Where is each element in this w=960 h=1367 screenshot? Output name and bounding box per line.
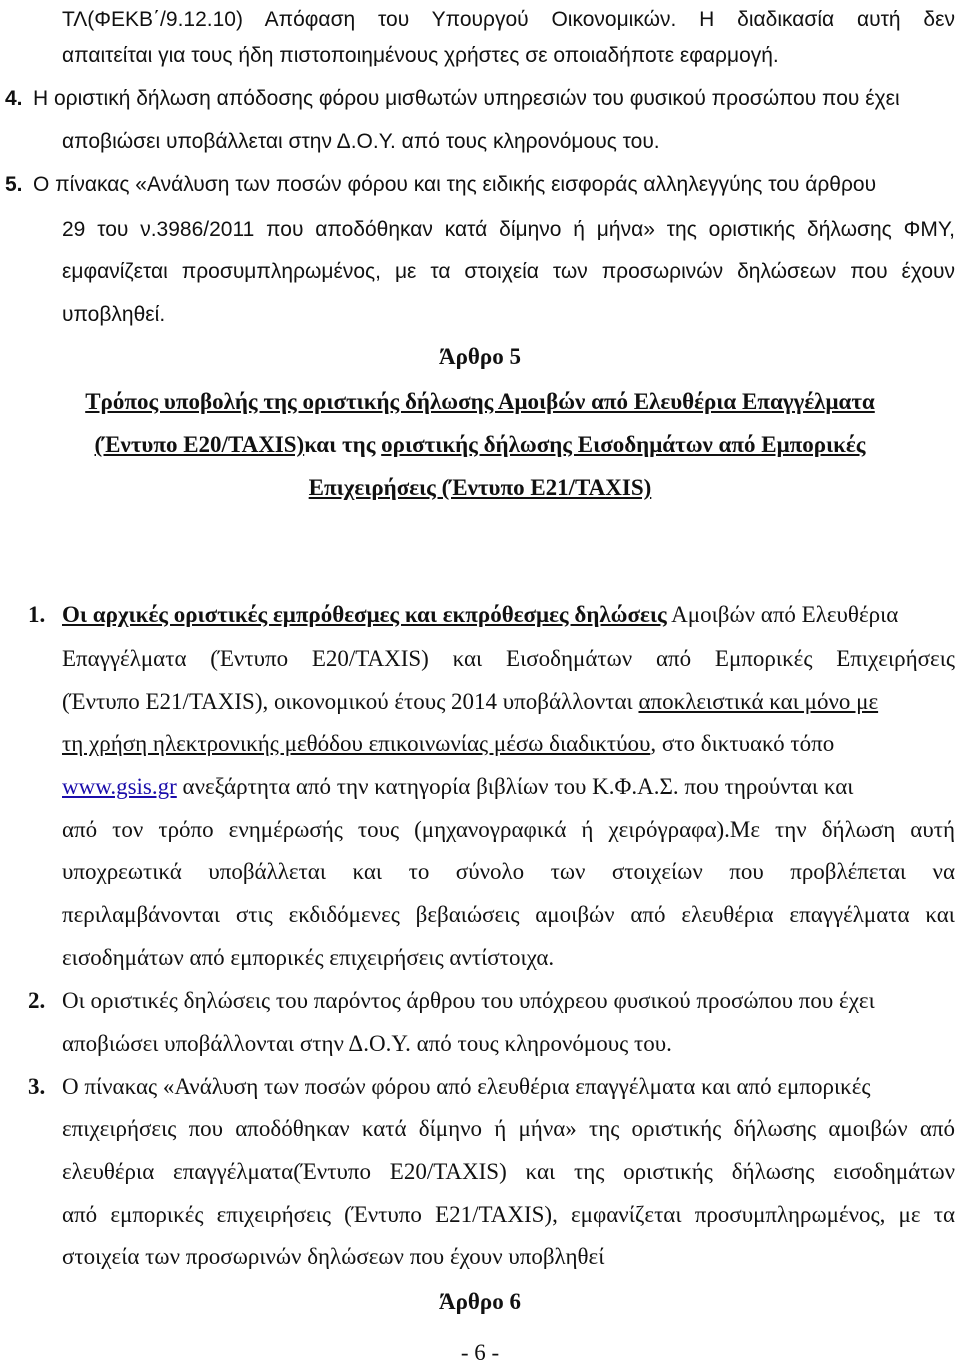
underlined-text: τη χρήση ηλεκτρονικής μεθόδου επικοινωνίας μέσω διαδικτύου [62, 731, 651, 756]
article-6-heading: Άρθρο 6 [439, 1289, 521, 1314]
paragraph-number: 2. [28, 988, 46, 1013]
text-line: ελευθέρια επαγγέλματα(Έντυπο Ε20/TAXIS) και της οριστικής δήλωσης εισοδημάτων [62, 1159, 955, 1184]
article-5-title-line: Τρόπος υποβολής της οριστικής δήλωσης Αμοιβών από Ελευθέρια Επαγγέλματα [85, 389, 875, 414]
text-line [62, 687, 955, 717]
paragraph-text: Η οριστική δήλωση απόδοσης φόρου μισθωτών υπηρεσιών του φυσικού προσώπου που έχει [33, 87, 900, 110]
text-line: Επαγγέλματα (Έντυπο Ε20/TAXIS) και Εισοδημάτων από Εμπορικές Επιχειρήσεις [62, 646, 955, 671]
text-line: περιλαμβάνονται στις εκδιδόμενες βεβαιώσεις αμοιβών από ελευθέρια επαγγέλματα και [62, 902, 955, 927]
paragraph-number: 5. [5, 173, 23, 196]
text-line [62, 772, 955, 802]
text-line: επιχειρήσεις που αποδόθηκαν κατά δίμηνο ή μήνα» της οριστικής δήλωσης αμοιβών από [62, 1116, 955, 1141]
text-line [62, 729, 955, 759]
paragraph-text: , στο δικτυακό τόπο [650, 731, 835, 756]
paragraph-2-line [28, 986, 955, 1016]
text-line: 29 του ν.3986/2011 που αποδόθηκαν κατά δίμηνο ή μήνα» της οριστικής δήλωσης ΦΜΥ, [62, 218, 955, 241]
text-line: απαιτείται για τους ήδη πιστοποιημένους χρήστες σε οποιαδήποτε εφαρμογή. [62, 44, 779, 67]
paragraph-text: Ο πίνακας «Ανάλυση των ποσών φόρου από ελευθέρια επαγγέλματα και από εμπορικές [62, 1074, 871, 1099]
title-part: (Έντυπο Ε20/TAXIS) [94, 432, 305, 457]
text-line: αποβιώσει υποβάλλεται στην Δ.Ο.Υ. από τους κληρονόμους του. [62, 130, 660, 153]
paragraph-text: Οι οριστικές δηλώσεις του παρόντος άρθρου του υπόχρεου φυσικού προσώπου που έχει [62, 988, 875, 1013]
paragraph-3-line [28, 1072, 955, 1102]
paragraph-text: (Έντυπο Ε21/TAXIS), οικονομικού έτους 2014 υποβάλλονται [62, 689, 639, 714]
paragraph-number: 3. [28, 1074, 46, 1099]
text-line: αποβιώσει υποβάλλονται στην Δ.Ο.Υ. από τους κληρονόμους του. [62, 1031, 672, 1056]
page-number: - 6 - [460, 1340, 500, 1365]
bold-underlined-text: Οι αρχικές οριστικές εμπρόθεσμες και εκπρόθεσμες δηλώσεις [62, 602, 667, 627]
text-line: υποβληθεί. [62, 303, 166, 326]
paragraph-text: ανεξάρτητα από την κατηγορία βιβλίων του Κ.Φ.Α.Σ. που τηρούνται και [176, 774, 854, 799]
paragraph-1-line [28, 600, 955, 630]
paragraph-4-line [5, 77, 955, 120]
title-part: και της [304, 432, 382, 457]
article-5-title-line: Επιχειρήσεις (Έντυπο Ε21/TAXIS) [308, 475, 652, 500]
text-line: ΤΛ(ΦΕΚΒ΄/9.12.10) Απόφαση του Υπουργού Οικονομικών. Η διαδικασία αυτή δεν [62, 8, 955, 31]
title-part: οριστικής δήλωσης Εισοδημάτων από Εμπορικές [381, 432, 866, 457]
gsis-link[interactable]: www.gsis.gr [62, 774, 177, 799]
paragraph-5-line [5, 163, 955, 206]
article-5-heading: Άρθρο 5 [439, 344, 521, 369]
article-5-title-line [0, 431, 960, 459]
text-line: από εμπορικές επιχειρήσεις (Έντυπο Ε21/TAXIS), εμφανίζεται προσυμπληρωμένος, με τα [62, 1202, 955, 1227]
text-line: από τον τρόπο ενημέρωσής τους (μηχανογραφικά ή χειρόγραφα).Με την δήλωση αυτή [62, 817, 955, 842]
text-line: εισοδημάτων από εμπορικές επιχειρήσεις αντίστοιχα. [62, 945, 555, 970]
paragraph-number: 4. [5, 87, 23, 110]
paragraph-number: 1. [28, 602, 46, 627]
paragraph-text: Ο πίνακας «Ανάλυση των ποσών φόρου και της ειδικής εισφοράς αλληλεγγύης του άρθρου [33, 173, 877, 196]
text-line: εμφανίζεται προσυμπληρωμένος, με τα στοιχεία των προσωρινών δηλώσεων που έχουν [62, 260, 955, 283]
text-line: υποχρεωτικά υποβάλλεται και το σύνολο των στοιχείων που προβλέπεται να [62, 859, 955, 884]
text-line: στοιχεία των προσωρινών δηλώσεων που έχουν υποβληθεί [62, 1244, 605, 1269]
underlined-text: αποκλειστικά και μόνο με [638, 689, 879, 714]
paragraph-text: Αμοιβών από Ελευθέρια [666, 602, 899, 627]
